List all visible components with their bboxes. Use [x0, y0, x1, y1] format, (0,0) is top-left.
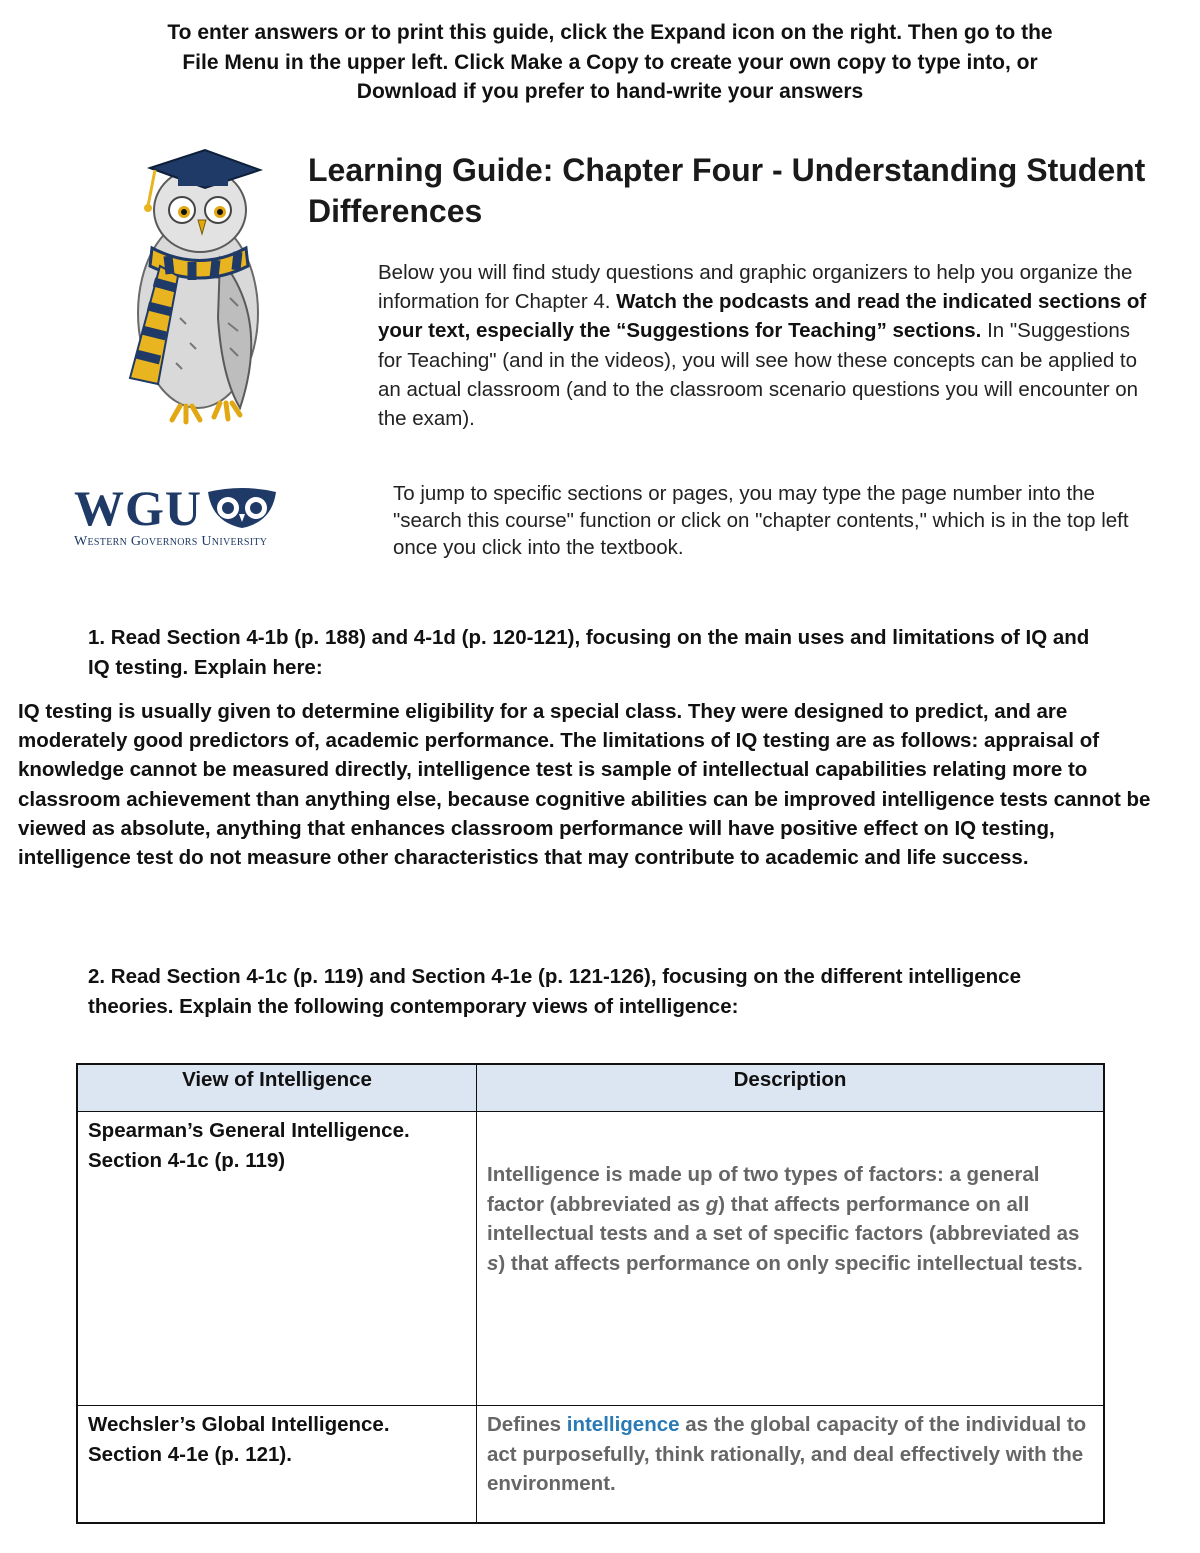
description-cell-wechsler[interactable] — [477, 1406, 1105, 1524]
table-header-view: View of Intelligence — [77, 1064, 477, 1112]
desc-symbol-g: g — [705, 1192, 719, 1216]
desc-text: ) that affects performance on only specific intellectual tests. — [498, 1251, 1083, 1275]
instructions-line-3: Download if you prefer to hand-write your answers — [356, 80, 864, 103]
table-row — [77, 1406, 1104, 1524]
description-cell-spearman[interactable] — [477, 1112, 1105, 1406]
table-row — [77, 1112, 1104, 1406]
intelligence-views-table — [76, 1063, 1105, 1524]
wgu-owl-logo-icon — [206, 486, 278, 530]
desc-text: as the global capacity of the individual to act purposefully, think rationally, and deal effectively with the environment. — [487, 1413, 1087, 1495]
logo-subtext: Western Governors University — [74, 534, 268, 549]
question-2-prompt: 2. Read Section 4-1c (p. 119) and Section 4-1e (p. 121-126), focusing on the different intelligence theories. Explain the following contemporary views of intelligence: — [88, 965, 1021, 1018]
instructions-line-1: To enter answers or to print this guide, click the Expand icon on the right. Then go to the — [167, 21, 1053, 44]
owl-mascot-icon — [110, 148, 280, 438]
desc-text: ) that affects performance on all intellectual tests and a set of specific factors (abbreviated as — [487, 1192, 1080, 1245]
question-1-answer[interactable]: IQ testing is usually given to determine eligibility for a special class. They were designed to predict, and are moderately good predictors of, academic performance. The limitations of IQ testing are as follows: appraisal of knowledge cannot be measured directly, intelligence test is sample of intellectual capabilities relating more to classroom achievement than anything else, because cognitive abilities can be improved intelligence tests cannot be viewed as absolute, anything that enhances classroom performance will have positive effect on IQ testing, intelligence test do not measure other characteristics that may contribute to academic and life success. — [18, 700, 1151, 870]
table-header-description: Description — [477, 1064, 1105, 1112]
intro-paragraph — [378, 258, 1148, 433]
table-header-row — [77, 1064, 1104, 1112]
jump-note: To jump to specific sections or pages, you may type the page number into the "search this course" function or click on "chapter contents," which is in the top left once you click into the textbook. — [393, 482, 1129, 559]
desc-symbol-s: s — [487, 1251, 499, 1275]
intro-text-3: In "Suggestions for Teaching" (and in the videos), you will see how these concepts can be applied to an actual classroom (and to the classroom scenario questions you will encounter on the exam). — [378, 319, 1139, 431]
wgu-logo — [74, 480, 304, 554]
page-title: Learning Guide: Chapter Four - Understanding Student Differences — [308, 152, 1146, 229]
instructions-line-2: File Menu in the upper left. Click Make a Copy to create your own copy to type into, or — [182, 50, 1038, 74]
desc-text: Defines — [487, 1413, 567, 1436]
intro-text-bold: Watch the podcasts and read the indicated sections of your text, especially the “Suggestions for Teaching” sections. — [378, 290, 1147, 343]
question-1-prompt: 1. Read Section 4-1b (p. 188) and 4-1d (p. 120-121), focusing on the main uses and limitations of IQ and IQ testing. Explain here: — [88, 626, 1090, 679]
desc-text: Intelligence is made up of two types of factors: a general factor (abbreviated as — [487, 1163, 1040, 1216]
logo-wordmark: WGU — [74, 480, 202, 536]
intelligence-link[interactable]: intelligence — [566, 1413, 680, 1436]
intro-text-1: Below you will find study questions and graphic organizers to help you organize the information for Chapter 4. — [378, 261, 1133, 314]
instructions — [60, 18, 1160, 107]
view-cell-wechsler: Wechsler’s Global Intelligence. Section 4-1e (p. 121). — [77, 1406, 477, 1524]
view-cell-spearman: Spearman’s General Intelligence. Section 4-1c (p. 119) — [77, 1112, 477, 1406]
